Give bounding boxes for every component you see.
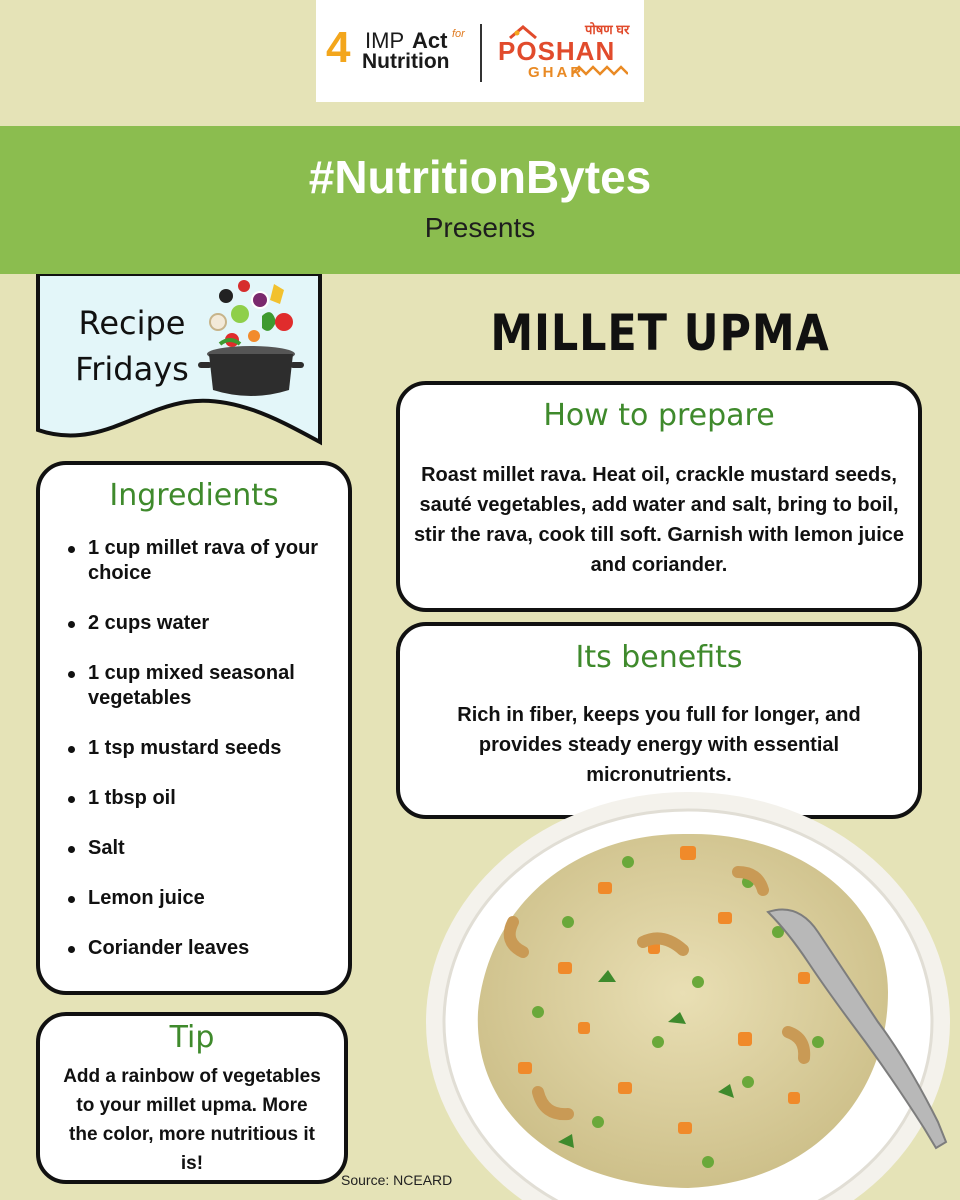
source-credit: Source: NCEARD xyxy=(341,1172,453,1188)
ingredient-item: Salt xyxy=(62,836,342,861)
ingredient-item: 1 cup mixed seasonal vegetables xyxy=(62,661,342,711)
banner-presents: Presents xyxy=(424,212,536,243)
upma-plate-image xyxy=(418,792,960,1200)
impact-logo-imp: IMP xyxy=(365,28,405,53)
ribbon-line-1: Recipe xyxy=(78,304,186,342)
house-icon xyxy=(508,24,538,44)
ribbon-line-2: Fridays xyxy=(75,350,189,388)
impact-logo-four: 4 xyxy=(326,23,351,72)
poshan-logo-word: POSHAN xyxy=(498,36,616,66)
ribbon-label xyxy=(62,300,202,392)
logo-divider xyxy=(480,24,482,82)
ingredient-item: 2 cups water xyxy=(62,611,342,636)
poshan-logo-hindi: पोषण घर xyxy=(585,22,630,37)
benefits-heading: Its benefits xyxy=(575,640,743,675)
tip-heading: Tip xyxy=(169,1020,215,1055)
poshan-zigzag-icon xyxy=(572,64,628,78)
ingredient-item: Lemon juice xyxy=(62,886,342,911)
tip-text: Add a rainbow of vegetables to your millet upma. More the color, more nutritious it is! xyxy=(63,1066,321,1174)
banner-hashtag: #NutritionBytes xyxy=(308,151,652,203)
vegetable-pot-icon xyxy=(196,278,306,402)
ingredient-item: 1 tsp mustard seeds xyxy=(62,736,342,761)
benefits-text: Rich in fiber, keeps you full for longer, and provides steady energy with essential micronutrients. xyxy=(457,704,861,786)
ingredient-item: 1 cup millet rava of your choice xyxy=(62,536,342,586)
ingredients-heading: Ingredients xyxy=(109,478,279,513)
impact-logo-for: for xyxy=(452,28,465,40)
ingredient-item: Coriander leaves xyxy=(62,936,342,961)
ingredient-item: 1 tbsp oil xyxy=(62,786,342,811)
poshan-logo-ghar: GHAR xyxy=(528,64,585,81)
recipe-title: MILLET UPMA xyxy=(490,304,830,362)
prepare-text: Roast millet rava. Heat oil, crackle mustard seeds, sauté vegetables, add water and salt, bring to boil, stir the rava, cook till soft. Garnish with lemon juice and coriander. xyxy=(413,464,905,576)
impact-logo-act: Act xyxy=(412,28,448,53)
impact-logo-nutrition: Nutrition xyxy=(362,50,450,73)
ingredients-list xyxy=(62,536,342,986)
prepare-heading: How to prepare xyxy=(543,398,775,433)
